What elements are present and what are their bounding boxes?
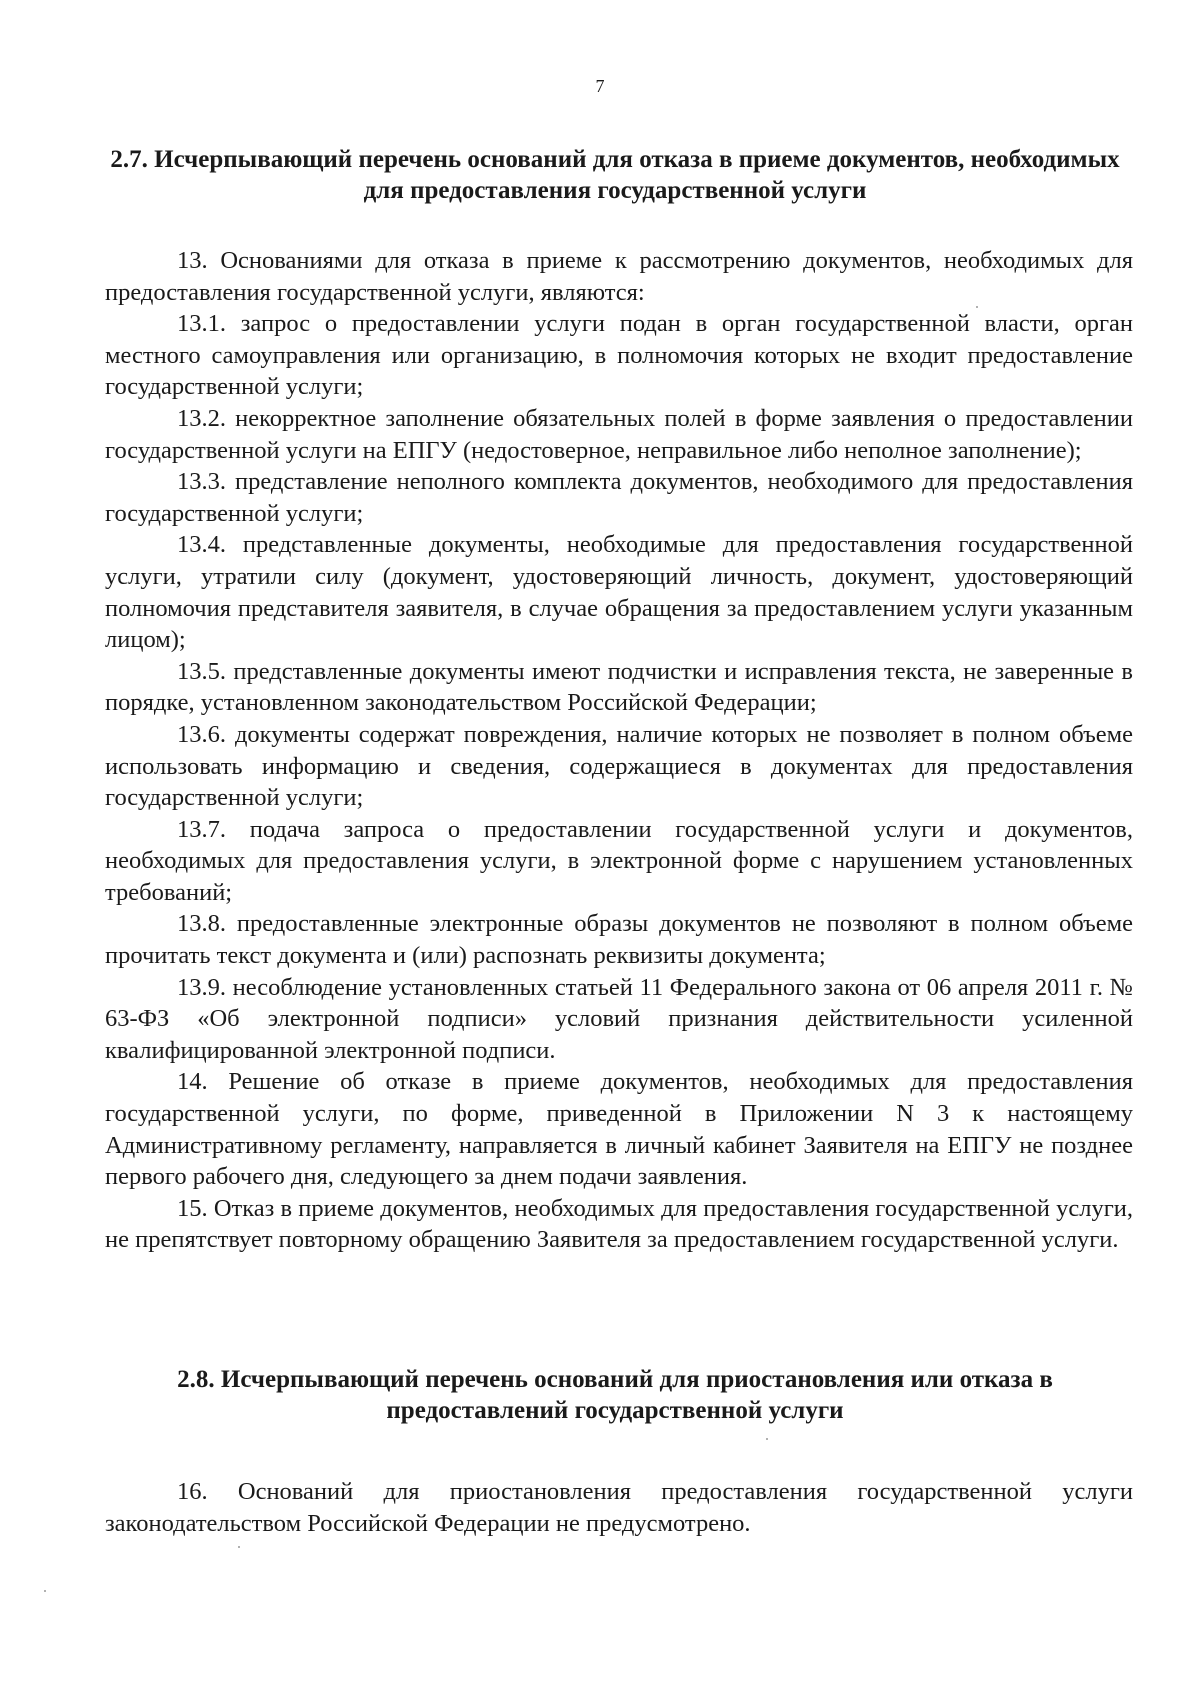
paragraph-13-3: 13.3. представление неполного комплекта документов, необходимого для предоставления государственной услуги; xyxy=(105,468,1133,527)
scan-speck xyxy=(976,306,978,308)
paragraph-13-1: 13.1. запрос о предоставлении услуги подан в орган государственной власти, орган местного самоуправления или организацию, в полномочия которых не входит предоставление государственной услуги; xyxy=(105,310,1133,401)
paragraph-13-8: 13.8. предоставленные электронные образы документов не позволяют в полном объеме прочитать текст документа и (или) распознать реквизиты документа; xyxy=(105,910,1133,970)
paragraph-16: 16. Оснований для приостановления предоставления государственной услуги законодательством Российской Федерации не предусмотрено. xyxy=(105,1478,1133,1537)
paragraph-13-2: 13.2. некорректное заполнение обязательных полей в форме заявления о предоставлении государственной услуги на ЕПГУ (недостоверное, неправильное либо неполное заполнение); xyxy=(105,404,1133,464)
scan-speck xyxy=(766,1438,768,1440)
paragraph-13-6: 13.6. документы содержат повреждения, наличие которых не позволяет в полном объеме использовать информацию и сведения, содержащиеся в документах для предоставления государственной услуги; xyxy=(105,720,1133,812)
section-body-2-7 xyxy=(105,245,1133,1256)
paragraph-13: 13. Основаниями для отказа в приеме к рассмотрению документов, необходимых для предоставления государственной услуги, являются: xyxy=(105,247,1133,306)
section-heading-2-7: 2.7. Исчерпывающий перечень оснований для отказа в приеме документов, необходимых для предоставления государственной услуги xyxy=(110,146,1120,204)
section-heading-2-8: 2.8. Исчерпывающий перечень оснований для приостановления или отказа в предоставлений государственной услуги xyxy=(177,1366,1053,1424)
paragraph-13-4: 13.4. представленные документы, необходимые для предоставления государственной услуги, утратили силу (документ, удостоверяющий личность, документ, удостоверяющий полномочия представителя заявителя, в случае обращения за предоставлением услуги указанным лицом); xyxy=(105,531,1133,654)
scan-speck xyxy=(238,1546,240,1548)
section-body-2-8 xyxy=(105,1476,1133,1539)
page-number: 7 xyxy=(595,76,605,96)
paragraph-13-7: 13.7. подача запроса о предоставлении государственной услуги и документов, необходимых для предоставления услуги, в электронной форме с нарушением установленных требований; xyxy=(105,815,1133,906)
paragraph-13-9: 13.9. несоблюдение установленных статьей 11 Федерального закона от 06 апреля 2011 г. № 63-ФЗ «Об электронной подписи» условий признания действительности усиленной квалифицированной электронной подписи. xyxy=(105,973,1133,1064)
paragraph-15: 15. Отказ в приеме документов, необходимых для предоставления государственной услуги, не препятствует повторному обращению Заявителя за предоставлением государственной услуги. xyxy=(105,1194,1133,1254)
paragraph-14: 14. Решение об отказе в приеме документов, необходимых для предоставления государственной услуги, по форме, приведенной в Приложении N 3 к настоящему Административному регламенту, направляется в личный кабинет Заявителя на ЕПГУ не позднее первого рабочего дня, следующего за днем подачи заявления. xyxy=(105,1068,1133,1191)
paragraph-13-5: 13.5. представленные документы имеют подчистки и исправления текста, не заверенные в порядке, установленном законодательством Российской Федерации; xyxy=(105,657,1133,717)
scan-speck xyxy=(44,1590,46,1592)
